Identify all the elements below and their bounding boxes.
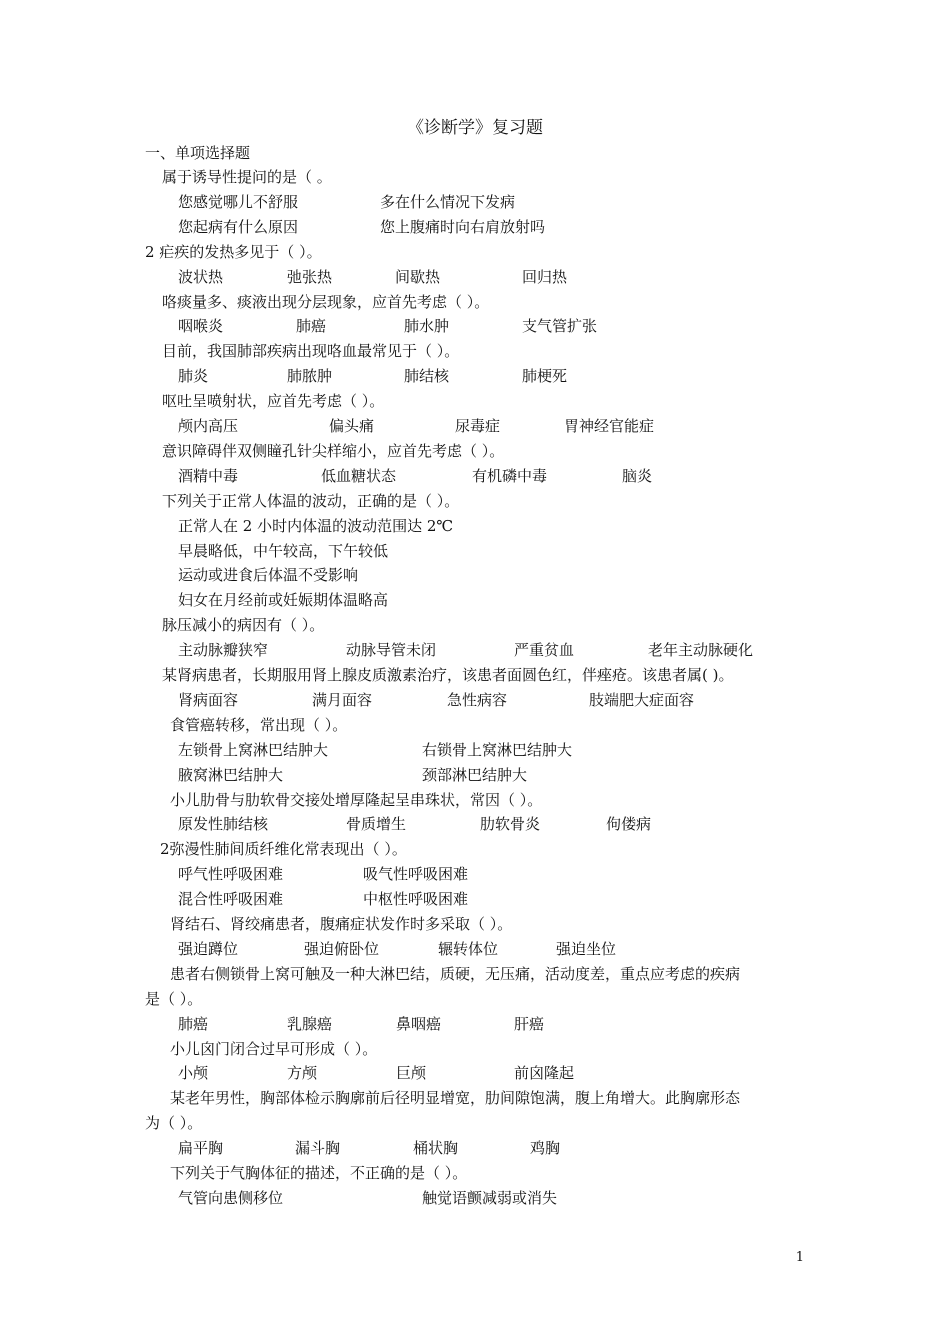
- question-stem: 2 疟疾的发热多见于（ ）。: [145, 242, 322, 261]
- answer-option: 正常人在 2 小时内体温的波动范围达 2℃: [178, 516, 454, 535]
- answer-option: 间歇热: [395, 267, 441, 286]
- answer-option: 肺水肿: [404, 317, 450, 336]
- answer-option: 佝偻病: [606, 815, 652, 834]
- question-stem: 某老年男性，胸部体检示胸廓前后径明显增宽，肋间隙饱满，腹上角增大。此胸廓形态: [170, 1089, 741, 1108]
- answer-option: 运动或进食后体温不受影响: [178, 566, 359, 585]
- answer-option: 混合性呼吸困难: [178, 890, 284, 909]
- answer-option: 尿毒症: [455, 417, 501, 435]
- answer-option: 呼气性呼吸困难: [178, 865, 284, 884]
- answer-option: 老年主动脉硬化: [648, 641, 754, 660]
- answer-option: 前囟隆起: [514, 1064, 575, 1083]
- answer-option: 原发性肺结核: [178, 815, 269, 834]
- question-stem: 属于诱导性提问的是（ 。: [162, 168, 332, 186]
- answer-option: 您起病有什么原因: [178, 217, 299, 236]
- question-stem: 下列关于气胸体征的描述，不正确的是（ ）。: [170, 1164, 468, 1182]
- question-stem: 脉压减小的病因有（ ）。: [162, 616, 325, 635]
- question-stem: 某肾病患者，长期服用肾上腺皮质激素治疗，该患者面圆色红，伴痤疮。该患者属( )。: [162, 666, 734, 684]
- answer-option: 强迫蹲位: [178, 939, 239, 958]
- answer-option: 肺癌: [178, 1014, 209, 1033]
- page-number: 1: [795, 1250, 804, 1265]
- answer-option: 右锁骨上窝淋巴结肿大: [422, 740, 573, 759]
- answer-option: 咽喉炎: [178, 317, 224, 336]
- answer-option: 颅内高压: [178, 417, 239, 435]
- answer-option: 您上腹痛时向右肩放射吗: [380, 217, 546, 236]
- answer-option: 左锁骨上窝淋巴结肿大: [178, 740, 329, 759]
- answer-option: 肾病面容: [178, 690, 239, 709]
- answer-option: 气管向患侧移位: [178, 1188, 284, 1207]
- answer-option: 偏头痛: [329, 417, 375, 435]
- question-stem: 小儿肋骨与肋软骨交接处增厚隆起呈串珠状，常因（ ）。: [170, 790, 543, 809]
- answer-option: 漏斗胸: [295, 1139, 341, 1158]
- answer-option: 妇女在月经前或妊娠期体温略高: [178, 591, 389, 610]
- question-stem: 意识障碍伴双侧瞳孔针尖样缩小，应首先考虑（ ）。: [162, 441, 505, 460]
- answer-option: 回归热: [522, 267, 568, 286]
- answer-option: 您感觉哪儿不舒服: [178, 192, 299, 211]
- question-stem-continued: 为（ ）。: [145, 1114, 203, 1133]
- document-title: 《诊断学》复习题: [407, 118, 543, 138]
- answer-option: 有机磷中毒: [472, 466, 548, 485]
- answer-option: 多在什么情况下发病: [380, 192, 516, 211]
- answer-option: 肺癌: [296, 317, 327, 336]
- answer-option: 小颅: [178, 1064, 209, 1083]
- answer-option: 胃神经官能症: [564, 417, 655, 435]
- question-stem: 患者右侧锁骨上窝可触及一种大淋巴结，质硬，无压痛，活动度差，重点应考虑的疾病: [170, 964, 741, 983]
- answer-option: 骨质增生: [346, 815, 407, 834]
- answer-option: 方颅: [287, 1064, 318, 1083]
- answer-option: 吸气性呼吸困难: [363, 865, 469, 884]
- answer-option: 肝癌: [514, 1014, 545, 1033]
- answer-option: 肺梗死: [522, 367, 568, 386]
- answer-option: 肋软骨炎: [480, 815, 541, 834]
- answer-option: 早晨略低，中午较高，下午较低: [178, 541, 389, 560]
- question-stem: 下列关于正常人体温的波动，正确的是（ ）。: [162, 491, 460, 510]
- question-stem: 咯痰量多、痰液出现分层现象，应首先考虑（ ）。: [162, 292, 490, 311]
- answer-option: 巨颅: [396, 1064, 427, 1083]
- answer-option: 肺炎: [178, 367, 209, 386]
- answer-option: 腋窝淋巴结肿大: [178, 765, 284, 784]
- answer-option: 桶状胸: [413, 1139, 459, 1158]
- section-heading: 一、单项选择题: [145, 144, 251, 162]
- question-stem: 食管癌转移，常出现（ ）。: [170, 715, 348, 734]
- answer-option: 乳腺癌: [287, 1014, 333, 1033]
- answer-option: 急性病容: [447, 690, 508, 709]
- answer-option: 颈部淋巴结肿大: [422, 765, 528, 784]
- answer-option: 强迫俯卧位: [304, 939, 380, 958]
- answer-option: 肺脓肿: [287, 367, 333, 386]
- question-stem: 呕吐呈喷射状，应首先考虑（ ）。: [162, 392, 385, 411]
- answer-option: 扁平胸: [178, 1139, 224, 1158]
- question-stem: 小儿囟门闭合过早可形成（ ）。: [170, 1039, 378, 1058]
- question-stem: 2弥漫性肺间质纤维化常表现出（ ）。: [160, 840, 407, 859]
- question-stem: 目前，我国肺部疾病出现咯血最常见于（ ）。: [162, 342, 460, 361]
- answer-option: 鼻咽癌: [396, 1014, 442, 1033]
- answer-option: 严重贫血: [514, 641, 575, 660]
- answer-option: 酒精中毒: [178, 466, 239, 485]
- answer-option: 触觉语颤减弱或消失: [422, 1188, 558, 1207]
- answer-option: 低血糖状态: [321, 466, 397, 485]
- answer-option: 主动脉瓣狭窄: [178, 641, 269, 660]
- answer-option: 中枢性呼吸困难: [363, 890, 469, 909]
- answer-option: 支气管扩张: [522, 317, 598, 336]
- answer-option: 脑炎: [622, 466, 653, 485]
- question-stem: 肾结石、肾绞痛患者，腹痛症状发作时多采取（ ）。: [170, 915, 513, 933]
- answer-option: 肺结核: [404, 367, 450, 386]
- answer-option: 波状热: [178, 267, 224, 286]
- answer-option: 动脉导管未闭: [346, 641, 437, 660]
- answer-option: 肢端肥大症面容: [589, 690, 695, 709]
- question-stem-continued: 是（ ）。: [145, 989, 203, 1008]
- answer-option: 弛张热: [287, 267, 333, 286]
- answer-option: 强迫坐位: [556, 939, 617, 958]
- answer-option: 鸡胸: [530, 1139, 561, 1158]
- answer-option: 满月面容: [312, 690, 373, 709]
- answer-option: 辗转体位: [438, 939, 499, 958]
